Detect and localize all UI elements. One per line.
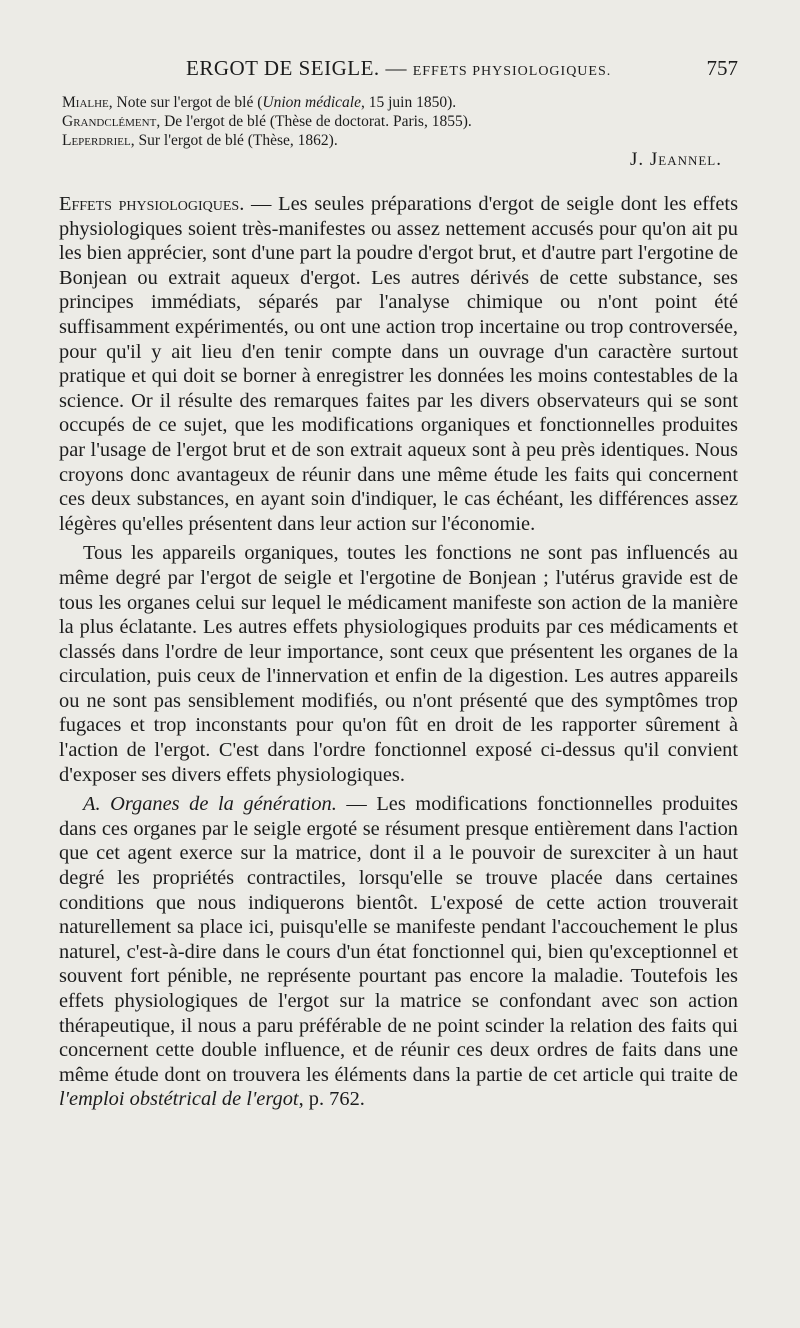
cross-reference: l'emploi obstétrical de l'ergot — [59, 1088, 299, 1111]
paragraph-text: — Les seules préparations d'ergot de seigle dont les effets physiologiques soient très-manifestes ou assez nettement accusés pour qu'on ait pu les bien apprécier, sont d'une part la poudre d'ergot brut, et d'autre part l'ergotine de Bonjean ou extrait aqueux d'ergot. Les autres dérivés de cette substance, ses principes immédiats, séparés par l'analyse chimique ou n'ont point été suffisamment expérimentés, ou ont une action trop incertaine ou trop controversée, pour qu'il y ait lieu d'en tenir compte dans un ouvrage d'un caractère surtout pratique et qui doit se borner à enregistrer les données les moins contestables de la science. Or il résulte des remarques faites par les divers observateurs qui se sont occupés de ce sujet, que les modifications organiques et fonctionnelles produites par l'usage de l'ergot brut et de son extrait aqueux sont à peu près identiques. Nous croyons donc avantageux de réunir dans une même étude les faits qui concernent ces deux substances, en ayant soin d'indiquer, le cas échéant, les différences assez légères qu'elles présentent dans leur action sur l'économie. — [59, 193, 739, 535]
article-body — [59, 192, 738, 1112]
bibliography — [62, 93, 722, 150]
bibliography-entry — [62, 112, 722, 131]
bib-author: Leperdriel — [62, 132, 131, 149]
running-title-main: ERGOT DE SEIGLE. — [186, 56, 380, 80]
running-title — [186, 56, 611, 81]
bib-text-end: , 15 juin 1850). — [360, 94, 457, 111]
paragraph-appareils — [59, 541, 738, 787]
running-title-dash: — — [379, 56, 413, 80]
page-reference: , p. 762. — [298, 1088, 365, 1111]
bib-text: Sur l'ergot de blé (Thèse, 1862). — [138, 132, 338, 149]
author-signature: J. Jeannel. — [629, 149, 722, 170]
paragraph-organes-generation — [59, 792, 738, 1112]
bib-separator: , — [156, 113, 165, 130]
paragraph-text: — Les modifications fonctionnelles produites dans ces organes par le seigle ergoté se résument presque entièrement dans l'action que cet agent exerce sur la matrice, dont il a le pouvoir de surexciter à un haut degré les propriétés contractiles, lorsqu'elle se trouve placée dans certaines conditions que nous indiquerons bientôt. L'exposé de cette action trouverait naturellement sa place ici, puisqu'elle se manifeste pendant l'accouchement le plus naturel, c'est-à-dire dans le cours d'un état fonctionnel qui, bien qu'exceptionnel et souvent fort pénible, ne représente pourtant pas encore la maladie. Toutefois les effets physiologiques de l'ergot sur la matrice se confondant avec son action thérapeutique, il nous a paru préférable de ne point scinder la relation des faits qui concernent cette double influence, et de réunir ces deux ordres de faits dans une même étude dont on trouvera les éléments dans la partie de cet article qui traite de — [59, 793, 738, 1086]
running-title-subtitle: EFFETS PHYSIOLOGIQUES. — [412, 64, 612, 79]
bib-separator: , — [130, 132, 139, 149]
section-heading: A. Organes de la génération. — [83, 793, 337, 816]
bib-author: Grandclément — [62, 113, 157, 130]
page-number: 757 — [706, 56, 738, 80]
bib-separator: , — [108, 94, 117, 111]
bib-text: De l'ergot de blé (Thèse de doctorat. Paris, 1855). — [164, 113, 472, 130]
paragraph-effets-physiologiques — [59, 192, 738, 536]
bib-journal: Union médicale — [262, 94, 361, 111]
bib-author: Mialhe — [62, 94, 109, 111]
bibliography-entry — [62, 93, 722, 112]
running-header — [58, 56, 738, 86]
section-lead: Effets physiologiques. — [59, 193, 245, 215]
paragraph-text: Tous les appareils organiques, toutes les fonctions ne sont pas influencés au même degré par l'ergot de seigle et l'ergotine de Bonjean ; l'utérus gravide est de tous les organes celui sur lequel le médicament manifeste son action de la manière la plus éclatante. Les autres effets physiologiques produits par ces médicaments et classés dans l'ordre de leur importance, sont ceux que présentent les organes de la circulation, puis ceux de l'innervation et enfin de la digestion. Les autres appareils ou ne sont pas sensiblement modifiés, ou n'ont présenté que des symptômes trop fugaces et trop inconstants pour qu'on fût en droit de les rapporter sûrement à l'action de l'ergot. C'est dans l'ordre fonctionnel exposé ci-dessus qu'il convient d'exposer ses divers effets physiologiques. — [59, 542, 738, 786]
bibliography-entry — [62, 131, 722, 150]
bib-text: Note sur l'ergot de blé ( — [116, 94, 263, 111]
